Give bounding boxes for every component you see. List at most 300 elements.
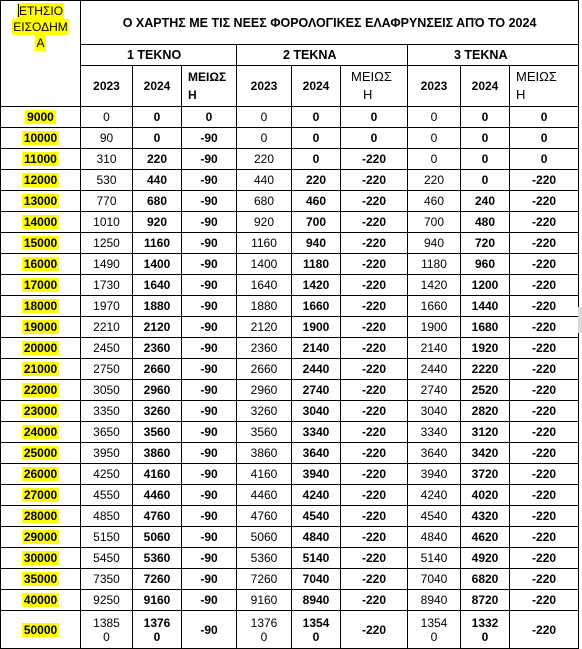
income-value: 40000: [23, 593, 58, 607]
cell-3-2023: 4540: [408, 506, 461, 527]
cell-2-2024: 3940: [292, 464, 341, 485]
cell-2-2024: 1900: [292, 317, 341, 338]
cell-3-2023: 460: [408, 191, 461, 212]
table-row: [1, 506, 579, 527]
table-row: [1, 212, 579, 233]
income-value: 25000: [23, 446, 58, 460]
income-cell: [1, 191, 81, 212]
income-value: 24000: [23, 425, 58, 439]
income-cell: [1, 359, 81, 380]
cell-1-2023: 1010: [81, 212, 133, 233]
cell-3-2023: 5140: [408, 548, 461, 569]
cell-2-reduction: -220: [341, 149, 408, 170]
table-row: [1, 569, 579, 590]
cell-2-2023: 3260: [237, 401, 292, 422]
cell-2-2024: 0: [292, 107, 341, 128]
cell-2-2024: 1660: [292, 296, 341, 317]
cell-1-2024: 440: [133, 170, 182, 191]
table-row: [1, 296, 579, 317]
cell-3-2024: 6820: [461, 569, 510, 590]
cell-3-reduction: -220: [510, 233, 579, 254]
cell-2-reduction: -220: [341, 191, 408, 212]
col-2024-2: 2024: [292, 66, 341, 107]
cell-1-reduction: -90: [182, 338, 237, 359]
cell-3-2023: 2140: [408, 338, 461, 359]
income-cell: [1, 569, 81, 590]
col-2023-1: 2023: [81, 66, 133, 107]
col-2024-1: 2024: [133, 66, 182, 107]
income-value: 21000: [23, 362, 58, 376]
cell-2-2024: 4540: [292, 506, 341, 527]
cell-1-2023: 3950: [81, 443, 133, 464]
cell-3-2024: 0: [461, 128, 510, 149]
cell-2-reduction: -220: [341, 212, 408, 233]
income-cell: [1, 317, 81, 338]
cell-2-2023: 5060: [237, 527, 292, 548]
cell-3-reduction: 0: [510, 128, 579, 149]
cell-3-reduction: -220: [510, 590, 579, 611]
income-value: 14000: [23, 215, 58, 229]
cell-1-2024: 7260: [133, 569, 182, 590]
income-value: 13000: [23, 194, 58, 208]
cell-3-reduction: -220: [510, 359, 579, 380]
cell-2-2023: 4760: [237, 506, 292, 527]
cell-3-2024: 3720: [461, 464, 510, 485]
cell-1-reduction: -90: [182, 149, 237, 170]
table-row: [1, 170, 579, 191]
cell-2-2023: 680: [237, 191, 292, 212]
cell-3-2024: 4320: [461, 506, 510, 527]
cell-2-reduction: -220: [341, 338, 408, 359]
cell-1-2024: 3560: [133, 422, 182, 443]
cell-2-2024: 8940: [292, 590, 341, 611]
cell-3-reduction: -220: [510, 464, 579, 485]
cell-1-2024: 4460: [133, 485, 182, 506]
column-header-row: [1, 66, 579, 107]
cell-2-2024: 1420: [292, 275, 341, 296]
cell-2-reduction: -220: [341, 401, 408, 422]
cell-1-2024: 5360: [133, 548, 182, 569]
cell-2-2024: 3640: [292, 443, 341, 464]
cell-2-2024: 4840: [292, 527, 341, 548]
table-row: [1, 359, 579, 380]
cell-3-reduction: -220: [510, 296, 579, 317]
cell-3-2024: 960: [461, 254, 510, 275]
cell-2-reduction: -220: [341, 506, 408, 527]
cell-1-2024: 680: [133, 191, 182, 212]
income-cell: [1, 443, 81, 464]
cell-3-2023: 1900: [408, 317, 461, 338]
cell-2-2023: 2660: [237, 359, 292, 380]
cell-1-2024: 4760: [133, 506, 182, 527]
income-value: 18000: [23, 299, 58, 313]
cell-1-2023: 0: [81, 107, 133, 128]
cell-2-reduction: -220: [341, 611, 408, 649]
cell-2-reduction: -220: [341, 296, 408, 317]
table-row: [1, 107, 579, 128]
cell-1-2024: 1400: [133, 254, 182, 275]
cell-2-2023: 4460: [237, 485, 292, 506]
income-value: 22000: [23, 383, 58, 397]
cell-2-2024: 220: [292, 170, 341, 191]
cell-2-reduction: -220: [341, 254, 408, 275]
cell-1-2023: 1730: [81, 275, 133, 296]
cell-1-2024: 2960: [133, 380, 182, 401]
table-row: [1, 233, 579, 254]
cell-2-reduction: 0: [341, 128, 408, 149]
cell-1-2023: 1385 0: [81, 611, 133, 649]
cell-1-reduction: -90: [182, 212, 237, 233]
cell-1-2023: 1490: [81, 254, 133, 275]
income-value: 29000: [23, 530, 58, 544]
income-value: 23000: [23, 404, 58, 418]
income-value: 17000: [23, 278, 58, 292]
cell-3-reduction: -220: [510, 170, 579, 191]
cell-3-2024: 8720: [461, 590, 510, 611]
group-header-1-child: 1 ΤΕΚΝΟ: [81, 45, 237, 66]
cell-2-reduction: -220: [341, 275, 408, 296]
cell-1-2024: 1376 0: [133, 611, 182, 649]
income-column-header: [1, 1, 81, 107]
cell-2-reduction: -220: [341, 170, 408, 191]
table-row: [1, 338, 579, 359]
cell-2-2023: 5360: [237, 548, 292, 569]
income-value: 16000: [23, 257, 58, 271]
cell-3-2024: 1680: [461, 317, 510, 338]
cell-3-2023: 0: [408, 128, 461, 149]
cell-2-2023: 1376 0: [237, 611, 292, 649]
cell-1-2023: 3350: [81, 401, 133, 422]
cell-1-reduction: -90: [182, 590, 237, 611]
cell-2-2024: 0: [292, 149, 341, 170]
cell-2-2023: 0: [237, 107, 292, 128]
cell-3-2023: 220: [408, 170, 461, 191]
cell-1-reduction: -90: [182, 170, 237, 191]
income-cell: [1, 548, 81, 569]
cell-1-reduction: 0: [182, 107, 237, 128]
cell-2-2023: 1400: [237, 254, 292, 275]
income-cell: [1, 296, 81, 317]
cell-2-2024: 460: [292, 191, 341, 212]
cell-2-reduction: -220: [341, 359, 408, 380]
col-reduction-3: ΜΕΙΩΣ Η: [510, 66, 579, 107]
cell-2-2024: 7040: [292, 569, 341, 590]
income-value: 10000: [23, 131, 58, 145]
table-row: [1, 443, 579, 464]
group-header-3-children: 3 ΤΕΚΝΑ: [408, 45, 579, 66]
cell-1-reduction: -90: [182, 359, 237, 380]
table-title: Ο ΧΑΡΤΗΣ ΜΕ ΤΙΣ ΝΕΕΣ ΦΟΡΟΛΟΓΙΚΕΣ ΕΛΑΦΡΥΝΣΕΙΣ ΑΠΌ ΤΟ 2024: [81, 1, 579, 45]
cell-2-reduction: -220: [341, 485, 408, 506]
cell-3-reduction: 0: [510, 107, 579, 128]
cell-2-2024: 2440: [292, 359, 341, 380]
cell-1-2023: 310: [81, 149, 133, 170]
cell-3-2023: 1660: [408, 296, 461, 317]
cell-1-2023: 3050: [81, 380, 133, 401]
cell-1-2023: 5150: [81, 527, 133, 548]
table-row: [1, 464, 579, 485]
cell-2-2024: 700: [292, 212, 341, 233]
cell-3-2023: 4840: [408, 527, 461, 548]
cell-2-2023: 1880: [237, 296, 292, 317]
cell-3-2023: 0: [408, 149, 461, 170]
cell-1-2023: 2450: [81, 338, 133, 359]
cell-1-reduction: -90: [182, 464, 237, 485]
income-header-line-1: ΕΤΗΣΙΟ: [18, 4, 64, 18]
cell-3-2024: 1920: [461, 338, 510, 359]
cell-3-reduction: -220: [510, 548, 579, 569]
col-reduction-2: ΜΕΙΩΣ Η: [341, 66, 408, 107]
income-cell: [1, 422, 81, 443]
cell-3-2023: 7040: [408, 569, 461, 590]
income-cell: [1, 485, 81, 506]
cell-2-2023: 0: [237, 128, 292, 149]
income-value: 15000: [23, 236, 58, 250]
cell-3-reduction: -220: [510, 422, 579, 443]
col-2023-2: 2023: [237, 66, 292, 107]
income-value: 26000: [23, 467, 58, 481]
cell-1-2023: 2750: [81, 359, 133, 380]
cell-3-2023: 3640: [408, 443, 461, 464]
cell-1-2023: 770: [81, 191, 133, 212]
income-value: 9000: [27, 110, 54, 124]
cell-3-reduction: -220: [510, 275, 579, 296]
table-row: [1, 254, 579, 275]
cell-1-reduction: -90: [182, 380, 237, 401]
cell-3-2023: 3340: [408, 422, 461, 443]
cell-1-2024: 0: [133, 107, 182, 128]
table-row: [1, 485, 579, 506]
cell-2-2024: 2140: [292, 338, 341, 359]
income-value: 50000: [23, 622, 58, 637]
cell-2-2023: 4160: [237, 464, 292, 485]
cell-3-2023: 2440: [408, 359, 461, 380]
cell-2-2024: 5140: [292, 548, 341, 569]
cell-3-reduction: -220: [510, 485, 579, 506]
cell-3-reduction: -220: [510, 212, 579, 233]
cell-2-2024: 2740: [292, 380, 341, 401]
cell-2-2023: 7260: [237, 569, 292, 590]
cell-3-2024: 0: [461, 170, 510, 191]
income-cell: [1, 401, 81, 422]
income-cell: [1, 254, 81, 275]
cell-3-reduction: -220: [510, 527, 579, 548]
cell-2-2024: 3340: [292, 422, 341, 443]
cell-1-2023: 1970: [81, 296, 133, 317]
cell-3-2023: 2740: [408, 380, 461, 401]
cell-2-2023: 920: [237, 212, 292, 233]
cell-1-reduction: -90: [182, 485, 237, 506]
cell-1-2023: 90: [81, 128, 133, 149]
cell-3-2023: 4240: [408, 485, 461, 506]
cell-1-2024: 920: [133, 212, 182, 233]
cell-1-reduction: -90: [182, 569, 237, 590]
cell-3-reduction: -220: [510, 611, 579, 649]
cell-3-2024: 1332 0: [461, 611, 510, 649]
income-cell: [1, 107, 81, 128]
cell-3-2024: 4920: [461, 548, 510, 569]
cell-3-2024: 3420: [461, 443, 510, 464]
table-row: [1, 380, 579, 401]
cell-3-2024: 720: [461, 233, 510, 254]
cell-3-2024: 0: [461, 149, 510, 170]
cell-1-2023: 4250: [81, 464, 133, 485]
cell-1-reduction: -90: [182, 254, 237, 275]
cell-1-2023: 4850: [81, 506, 133, 527]
income-cell: [1, 506, 81, 527]
cell-1-reduction: -90: [182, 527, 237, 548]
cell-1-reduction: -90: [182, 401, 237, 422]
cell-3-2024: 4020: [461, 485, 510, 506]
cell-1-2023: 3650: [81, 422, 133, 443]
cell-3-2024: 1200: [461, 275, 510, 296]
cell-3-2023: 1420: [408, 275, 461, 296]
cell-2-2024: 1354 0: [292, 611, 341, 649]
cell-2-reduction: -220: [341, 569, 408, 590]
income-cell: [1, 590, 81, 611]
cell-1-reduction: -90: [182, 275, 237, 296]
cell-1-reduction: -90: [182, 443, 237, 464]
cell-1-reduction: -90: [182, 191, 237, 212]
cell-2-2023: 1640: [237, 275, 292, 296]
income-header-line-2: ΕΙΣΟΔΗΜ: [13, 20, 68, 34]
cell-1-reduction: -90: [182, 128, 237, 149]
cell-2-2024: 940: [292, 233, 341, 254]
income-cell: [1, 212, 81, 233]
income-value: 12000: [23, 173, 58, 187]
cell-2-reduction: 0: [341, 107, 408, 128]
cell-2-2024: 4240: [292, 485, 341, 506]
cell-2-2023: 2360: [237, 338, 292, 359]
cell-1-2024: 220: [133, 149, 182, 170]
table-row: [1, 191, 579, 212]
cell-1-2024: 2660: [133, 359, 182, 380]
cell-1-2023: 530: [81, 170, 133, 191]
cell-1-2023: 2210: [81, 317, 133, 338]
cell-3-reduction: -220: [510, 380, 579, 401]
table-row: [1, 548, 579, 569]
cell-3-reduction: -220: [510, 569, 579, 590]
income-value: 35000: [23, 572, 58, 586]
cell-1-2024: 3260: [133, 401, 182, 422]
cell-1-2024: 2360: [133, 338, 182, 359]
cell-3-2023: 1354 0: [408, 611, 461, 649]
income-cell: [1, 170, 81, 191]
table-row: [1, 401, 579, 422]
cell-3-2024: 4620: [461, 527, 510, 548]
cell-2-reduction: -220: [341, 422, 408, 443]
table-row: [1, 275, 579, 296]
table-row: [1, 149, 579, 170]
cell-1-reduction: -90: [182, 548, 237, 569]
cell-1-2023: 7350: [81, 569, 133, 590]
cell-3-2024: 480: [461, 212, 510, 233]
cell-2-reduction: -220: [341, 464, 408, 485]
cell-1-reduction: -90: [182, 317, 237, 338]
cell-3-2024: 240: [461, 191, 510, 212]
cell-2-reduction: -220: [341, 317, 408, 338]
income-value: 28000: [23, 509, 58, 523]
cell-3-2024: 0: [461, 107, 510, 128]
cell-3-2024: 2820: [461, 401, 510, 422]
cell-3-reduction: -220: [510, 317, 579, 338]
cell-3-reduction: -220: [510, 401, 579, 422]
group-header-2-children: 2 ΤΕΚΝΑ: [237, 45, 408, 66]
income-cell: [1, 338, 81, 359]
cell-2-2023: 3560: [237, 422, 292, 443]
cell-2-reduction: -220: [341, 590, 408, 611]
cell-1-2024: 3860: [133, 443, 182, 464]
income-value: 20000: [23, 341, 58, 355]
cell-1-2024: 5060: [133, 527, 182, 548]
cell-3-2023: 3940: [408, 464, 461, 485]
cell-2-reduction: -220: [341, 527, 408, 548]
cell-3-reduction: -220: [510, 191, 579, 212]
cell-1-2024: 1880: [133, 296, 182, 317]
scrollbar-fragment: [578, 307, 582, 333]
table-row: [1, 128, 579, 149]
income-cell: [1, 464, 81, 485]
income-value: 30000: [23, 551, 58, 565]
cell-3-2023: 1180: [408, 254, 461, 275]
cell-3-2023: 0: [408, 107, 461, 128]
table-row: [1, 422, 579, 443]
cell-3-reduction: -220: [510, 506, 579, 527]
cell-2-reduction: -220: [341, 443, 408, 464]
cell-3-reduction: -220: [510, 443, 579, 464]
cell-2-2023: 9160: [237, 590, 292, 611]
cell-3-reduction: -220: [510, 254, 579, 275]
income-header-line-3: Α: [36, 36, 45, 50]
cell-1-2024: 4160: [133, 464, 182, 485]
col-reduction-1: ΜΕΙΩΣ Η: [182, 66, 237, 107]
cell-3-2024: 1440: [461, 296, 510, 317]
cell-1-reduction: -90: [182, 506, 237, 527]
table-row: [1, 590, 579, 611]
table-row: [1, 527, 579, 548]
cell-2-2023: 1160: [237, 233, 292, 254]
income-cell: [1, 149, 81, 170]
income-cell: [1, 275, 81, 296]
cell-1-2024: 1640: [133, 275, 182, 296]
cell-3-reduction: -220: [510, 338, 579, 359]
income-value: 11000: [24, 152, 57, 166]
cell-2-2023: 3860: [237, 443, 292, 464]
col-2024-3: 2024: [461, 66, 510, 107]
cell-1-2024: 2120: [133, 317, 182, 338]
cell-1-2023: 5450: [81, 548, 133, 569]
col-2023-3: 2023: [408, 66, 461, 107]
cell-3-2024: 2220: [461, 359, 510, 380]
cell-3-2023: 940: [408, 233, 461, 254]
cell-1-reduction: -90: [182, 611, 237, 649]
cell-1-2023: 4550: [81, 485, 133, 506]
cell-2-reduction: -220: [341, 380, 408, 401]
cell-1-reduction: -90: [182, 296, 237, 317]
cell-3-2024: 3120: [461, 422, 510, 443]
cell-1-2024: 1160: [133, 233, 182, 254]
cell-2-2023: 2960: [237, 380, 292, 401]
table-row: [1, 317, 579, 338]
cell-2-2024: 3040: [292, 401, 341, 422]
cell-2-2023: 2120: [237, 317, 292, 338]
income-cell: [1, 128, 81, 149]
income-cell: [1, 380, 81, 401]
cell-1-2023: 9250: [81, 590, 133, 611]
income-value: 27000: [23, 488, 58, 502]
cell-2-2023: 440: [237, 170, 292, 191]
cell-3-reduction: 0: [510, 149, 579, 170]
